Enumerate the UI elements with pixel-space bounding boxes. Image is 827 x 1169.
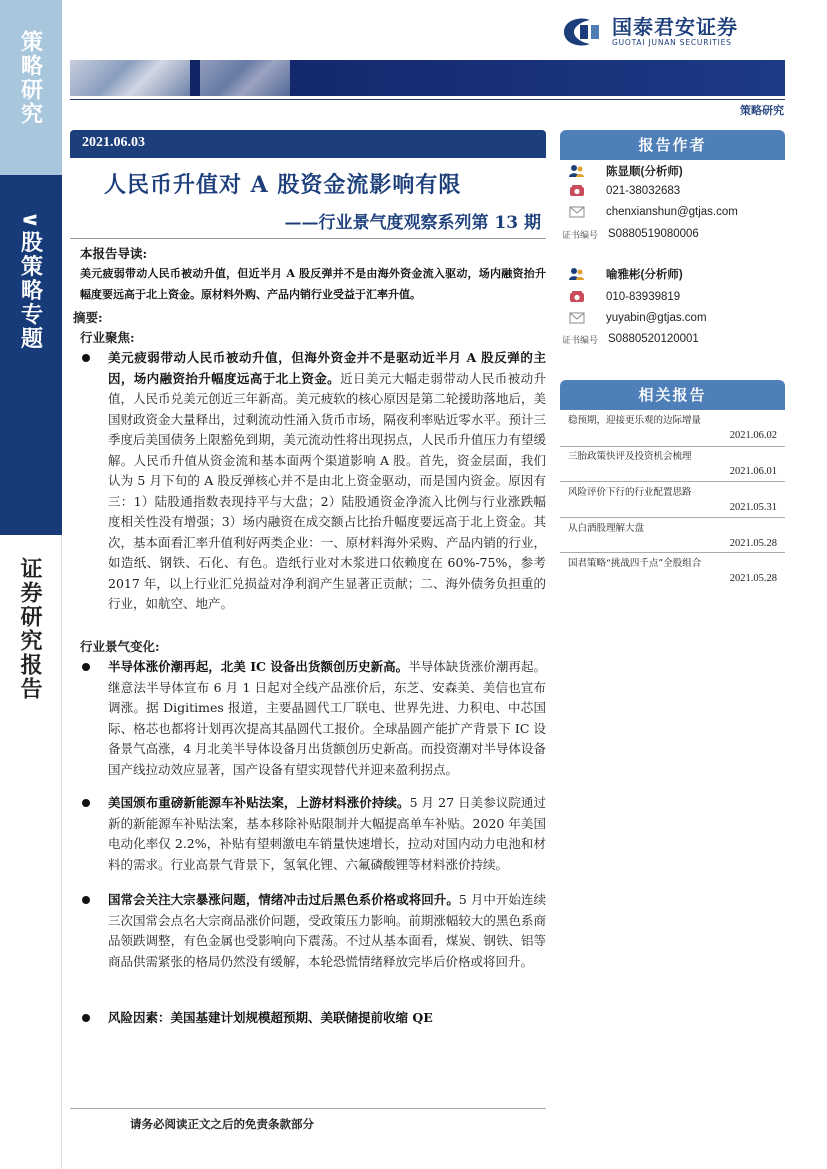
related-reports-panel [560, 380, 785, 584]
related-report-date: 2021.06.02 [729, 430, 777, 441]
bullet-body: 5 月 27 日美参议院通过新的新能源车补贴法案，基本移除补贴限制并大幅提高单车补贴。2020 年美国电动化率仅 2.2%，补贴有望刺激电车销量快速增长，拉动对国内动力电池和材料的需求。行业高景气背景下，氢氧化锂、六氟磷酸锂等材料涨价持续。 [108, 795, 546, 872]
bullet-lead: 美国颁布重磅新能源车补贴法案，上游材料涨价持续。 [108, 795, 410, 810]
authors-heading: 报告作者 [560, 130, 785, 160]
sidebar-label-strategy: 策略研究 [17, 30, 44, 126]
authors-panel [560, 130, 785, 346]
bullet-body: 5 月中开始连续三次国常会点名大宗商品涨价问题，受政策压力影响。前期涨幅较大的黑色系商品领跌调整，有色金属也受影响向下震荡。不过从基本面看，煤炭、钢铁、铝等商品供需紧张的格局仍然没有缓解，本轮恐慌情绪释放完毕后价格或将回升。 [108, 892, 546, 969]
related-report-title[interactable]: 稳预期，迎接更乐观的边际增量 [568, 415, 702, 426]
left-sidebar [0, 0, 62, 1169]
guide-heading: 本报告导读: [80, 246, 148, 261]
related-report-title[interactable]: 风险评价下行的行业配置思路 [568, 487, 692, 498]
title-divider [70, 238, 546, 239]
change-heading: 行业景气变化: [80, 639, 160, 654]
list-item [80, 793, 546, 875]
author-1-cert: S0880519080006 [608, 228, 699, 240]
list-item [80, 1008, 546, 1029]
divider [560, 552, 785, 553]
divider [560, 481, 785, 482]
cert-label: 证书编号 [562, 230, 599, 241]
bullet-icon [82, 354, 90, 362]
report-date: 2021.06.03 [82, 135, 145, 150]
header-banner [70, 60, 785, 96]
bullet-lead: 国常会关注大宗暴涨问题，情绪冲击过后黑色系价格或将回升。 [108, 892, 459, 907]
list-item [80, 348, 546, 615]
logo-emblem-icon [560, 14, 606, 50]
mail-icon [568, 205, 586, 219]
focus-heading: 行业聚焦: [80, 330, 135, 345]
list-item [80, 657, 546, 780]
related-report-date: 2021.05.28 [729, 573, 777, 584]
company-logo [560, 12, 785, 52]
phone-icon [568, 290, 586, 304]
mail-icon [568, 311, 586, 325]
bullet-icon [82, 663, 90, 671]
author-1-phone[interactable]: 021-38032683 [606, 185, 681, 197]
disclaimer-notice: 请务必阅读正文之后的免责条款部分 [130, 1117, 314, 1131]
footer-divider [70, 1108, 546, 1109]
person-icon [568, 267, 586, 281]
related-report-title[interactable]: 三胎政策快评及投资机会梳理 [568, 451, 692, 462]
bullet-body: 近日美元大幅走弱带动人民币被动升值，人民币兑美元创近三年新高。美元疲软的核心原因是第二轮援助落地后，美国财政资金大量释出，过剩流动性涌入货币市场，隔夜利率贴近零水平。预计三季度后美国债务上限豁免到期，美元流动性将出现拐点，人民币升值压力有望缓解。人民币升值从资金流和基本面两个渠道影响 A 股。首先，资金层面，我们认为 5 月下旬的 A 股反弹核心并不是由北上资金驱动，而是国内资金。原因有三：1）陆股通指数表现持平与大盘；2）陆股通资金净流入比例与行业涨跌幅度相关性没有增强；3）场内融资在成交额占比抬升幅度要远高于北上资金。其次，基本面看汇率升值利好两类企业：一、原材料海外采购、产品内销的行业，如造纸、钢铁、石化、有色。造纸行业对木浆进口依赖度在 60%-75%，参考 2017 年，以上行业汇兑损益对净利润产生显著正贡献；二、海外债务负担重的行业，如航空、地产。 [108, 370, 546, 611]
author-2-name: 喻雅彬(分析师) [606, 269, 683, 281]
banner-diamond-graphic [70, 60, 190, 96]
sidebar-label-report-type: 证券研究报告 [17, 557, 43, 701]
person-icon [568, 164, 586, 178]
related-report-date: 2021.05.28 [729, 538, 777, 549]
report-guide [80, 244, 546, 305]
author-1-email[interactable]: chenxianshun@gtjas.com [606, 206, 738, 218]
risk-factors: 风险因素：美国基建计划规模超预期、美联储提前收缩 QE [108, 1010, 433, 1025]
author-cert-row [560, 225, 785, 243]
phone-icon [568, 184, 586, 198]
divider [560, 517, 785, 518]
author-phone-row [560, 288, 785, 306]
header-rule [70, 99, 785, 100]
abstract-heading: 摘要: [73, 310, 103, 325]
sidebar-block-topic [0, 175, 62, 535]
report-title: 人民币升值对 A 股资金流影响有限 [104, 172, 462, 198]
author-2-cert: S0880520120001 [608, 333, 699, 345]
guide-text: 美元疲弱带动人民币被动升值，但近半月 A 股反弹并不是由海外资金流入驱动，场内融资抬升幅度要远高于北上资金。原材料外购、产品内销行业受益于汇率升值。 [80, 267, 546, 301]
author-name-row [560, 265, 785, 283]
author-1-name: 陈显顺(分析师) [606, 166, 683, 178]
bullet-icon [82, 799, 90, 807]
bullet-body: 半导体缺货涨价潮再起。继意法半导体宣布 6 月 1 日起对全线产品涨价后，东芝、安森美、美信也宣布调涨。据 Digitimes 报道，主要晶圆代工厂联电、世界先进、力积电、中芯国际、格芯也都将计划再次提高其晶圆代工报价。全球晶圆产能扩产背景下 IC 设备景气高涨，4 月北美半导体设备月出货额创历史新高。而投资潮对半导体设备国产线拉动效应显著，国产设备有望实现替代并迎来盈利拐点。 [108, 659, 546, 777]
related-report-title[interactable]: 国君策略“挑战四千点”全股组合 [568, 558, 702, 569]
date-bar [70, 130, 546, 158]
author-2-phone[interactable]: 010-83939819 [606, 291, 681, 303]
logo-english-name: GUOTAI JUNAN SECURITIES [612, 38, 732, 47]
author-cert-row [560, 330, 785, 348]
banner-diamond-graphic [200, 60, 290, 96]
divider [560, 446, 785, 447]
bullet-icon [82, 1014, 90, 1022]
related-report-title[interactable]: 从白酒股理解大盘 [568, 523, 645, 534]
cert-label: 证书编号 [562, 335, 599, 346]
header-section-label: 策略研究 [740, 104, 784, 117]
related-heading: 相关报告 [560, 380, 785, 410]
sidebar-block-report-type [0, 535, 62, 1169]
author-email-row [560, 309, 785, 327]
report-subtitle: ——行业景气度观察系列第 13 期 [284, 213, 541, 233]
sidebar-block-strategy [0, 0, 62, 175]
author-phone-row [560, 182, 785, 200]
bullet-icon [82, 896, 90, 904]
author-2-email[interactable]: yuyabin@gtjas.com [606, 312, 707, 324]
author-name-row [560, 162, 785, 180]
related-report-date: 2021.05.31 [729, 502, 777, 513]
logo-chinese-name: 国泰君安证券 [612, 15, 738, 39]
list-item [80, 890, 546, 972]
sidebar-label-topic: ∨股策略专题 [17, 211, 44, 351]
author-email-row [560, 203, 785, 221]
related-report-date: 2021.06.01 [729, 466, 777, 477]
bullet-lead: 半导体涨价潮再起，北美 IC 设备出货额创历史新高。 [108, 659, 409, 674]
bullet-lead: 美元疲弱带动人民币被动升值，但海外资金并不是驱动近半月 A 股反弹的主因，场内融资抬升幅度远高于北上资金。 [108, 350, 546, 386]
